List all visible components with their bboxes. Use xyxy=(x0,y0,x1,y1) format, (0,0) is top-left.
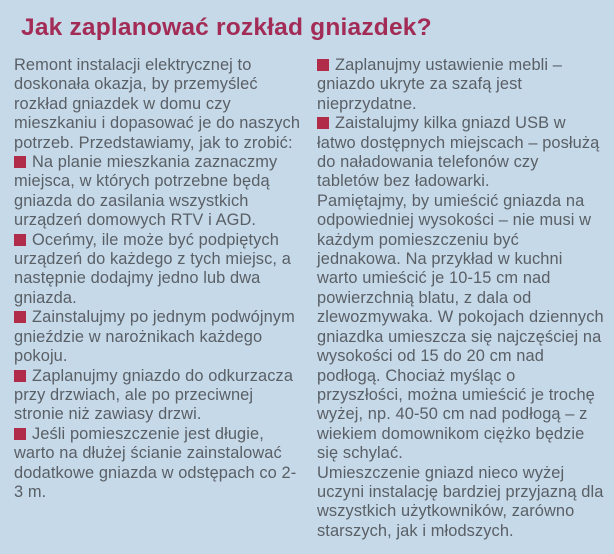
bullet-square-icon xyxy=(14,311,26,323)
bullet-square-icon xyxy=(14,428,26,440)
block-text: Zainstalujmy po jednym podwójnym gnieździe w narożnikach każdego pokoju. xyxy=(14,308,295,366)
block-text: Na planie mieszkania zaznaczmy miejsca, w których potrzebne będą gniazda do zasilania wszystkich urządzeń domowych RTV i AGD. xyxy=(14,153,278,230)
block-text: Zaplanujmy ustawienie mebli – gniazdo ukryte za szafą jest nieprzydatne. xyxy=(317,56,563,113)
bullet-item xyxy=(317,56,604,114)
paragraph xyxy=(317,192,604,464)
bullet-square-icon xyxy=(14,234,26,246)
block-text: Umieszczenie gniazd nieco wyżej uczyni instalację bardziej przyjazną dla wszystkich użytkowników, zarówno starszych, jak i młodszych. xyxy=(317,463,604,540)
bullet-item xyxy=(14,367,301,425)
block-text: Oceńmy, ile może być podpiętych urządzeń do każdego z tych miejsc, a następnie dodajmy jedno lub dwa gniazda. xyxy=(14,230,291,307)
bullet-square-icon xyxy=(14,370,26,382)
block-text: Pamiętajmy, by umieścić gniazda na odpowiedniej wysokości – nie musi w każdym pomieszczeniu być jednakowa. Na przykład w kuchni warto umieścić je 10-15 cm nad powierzchnią blatu, z dala od zlewozmywaka. W pokojach dziennych gniazdka umieszcza się najczęściej na wysokości od 15 do 20 cm nad podłogą. Chociaż myśląc o przyszłości, można umieścić je trochę wyżej, np. 40-50 cm nad podłogą – z wiekiem domownikom ciężko będzie się schylać. xyxy=(317,191,604,463)
article-column-left xyxy=(14,56,301,541)
block-text: Zaistalujmy kilka gniazd USB w łatwo dostępnych miejscach – posłużą do naładowania telefonów czy tabletów bez ładowarki. xyxy=(317,114,600,191)
page-title: Jak zaplanować rozkład gniazdek? xyxy=(21,14,432,41)
bullet-square-icon xyxy=(317,59,329,71)
bullet-item xyxy=(14,425,301,503)
bullet-square-icon xyxy=(317,117,329,129)
article-columns xyxy=(14,56,604,541)
bullet-item xyxy=(14,231,301,309)
block-text: Jeśli pomieszczenie jest długie, warto na dłużej ścianie zainstalować dodatkowe gniazda w odstępach co 2-3 m. xyxy=(14,424,297,501)
paragraph xyxy=(317,464,604,542)
bullet-item xyxy=(14,308,301,366)
article-column-right xyxy=(317,56,604,541)
bullet-item xyxy=(317,114,604,192)
block-text: Zaplanujmy gniazdo do odkurzacza przy drzwiach, ale po przeciwnej stronie niż zawiasy drzwi. xyxy=(14,366,294,424)
bullet-square-icon xyxy=(14,156,26,168)
block-text: Remont instalacji elektrycznej to doskonała okazja, by przemyśleć rozkład gniazdek w domu czy mieszkaniu i dopasować je do naszych potrzeb. Przedstawiamy, jak to zrobić: xyxy=(14,56,301,152)
paragraph xyxy=(14,56,301,153)
bullet-item xyxy=(14,153,301,231)
